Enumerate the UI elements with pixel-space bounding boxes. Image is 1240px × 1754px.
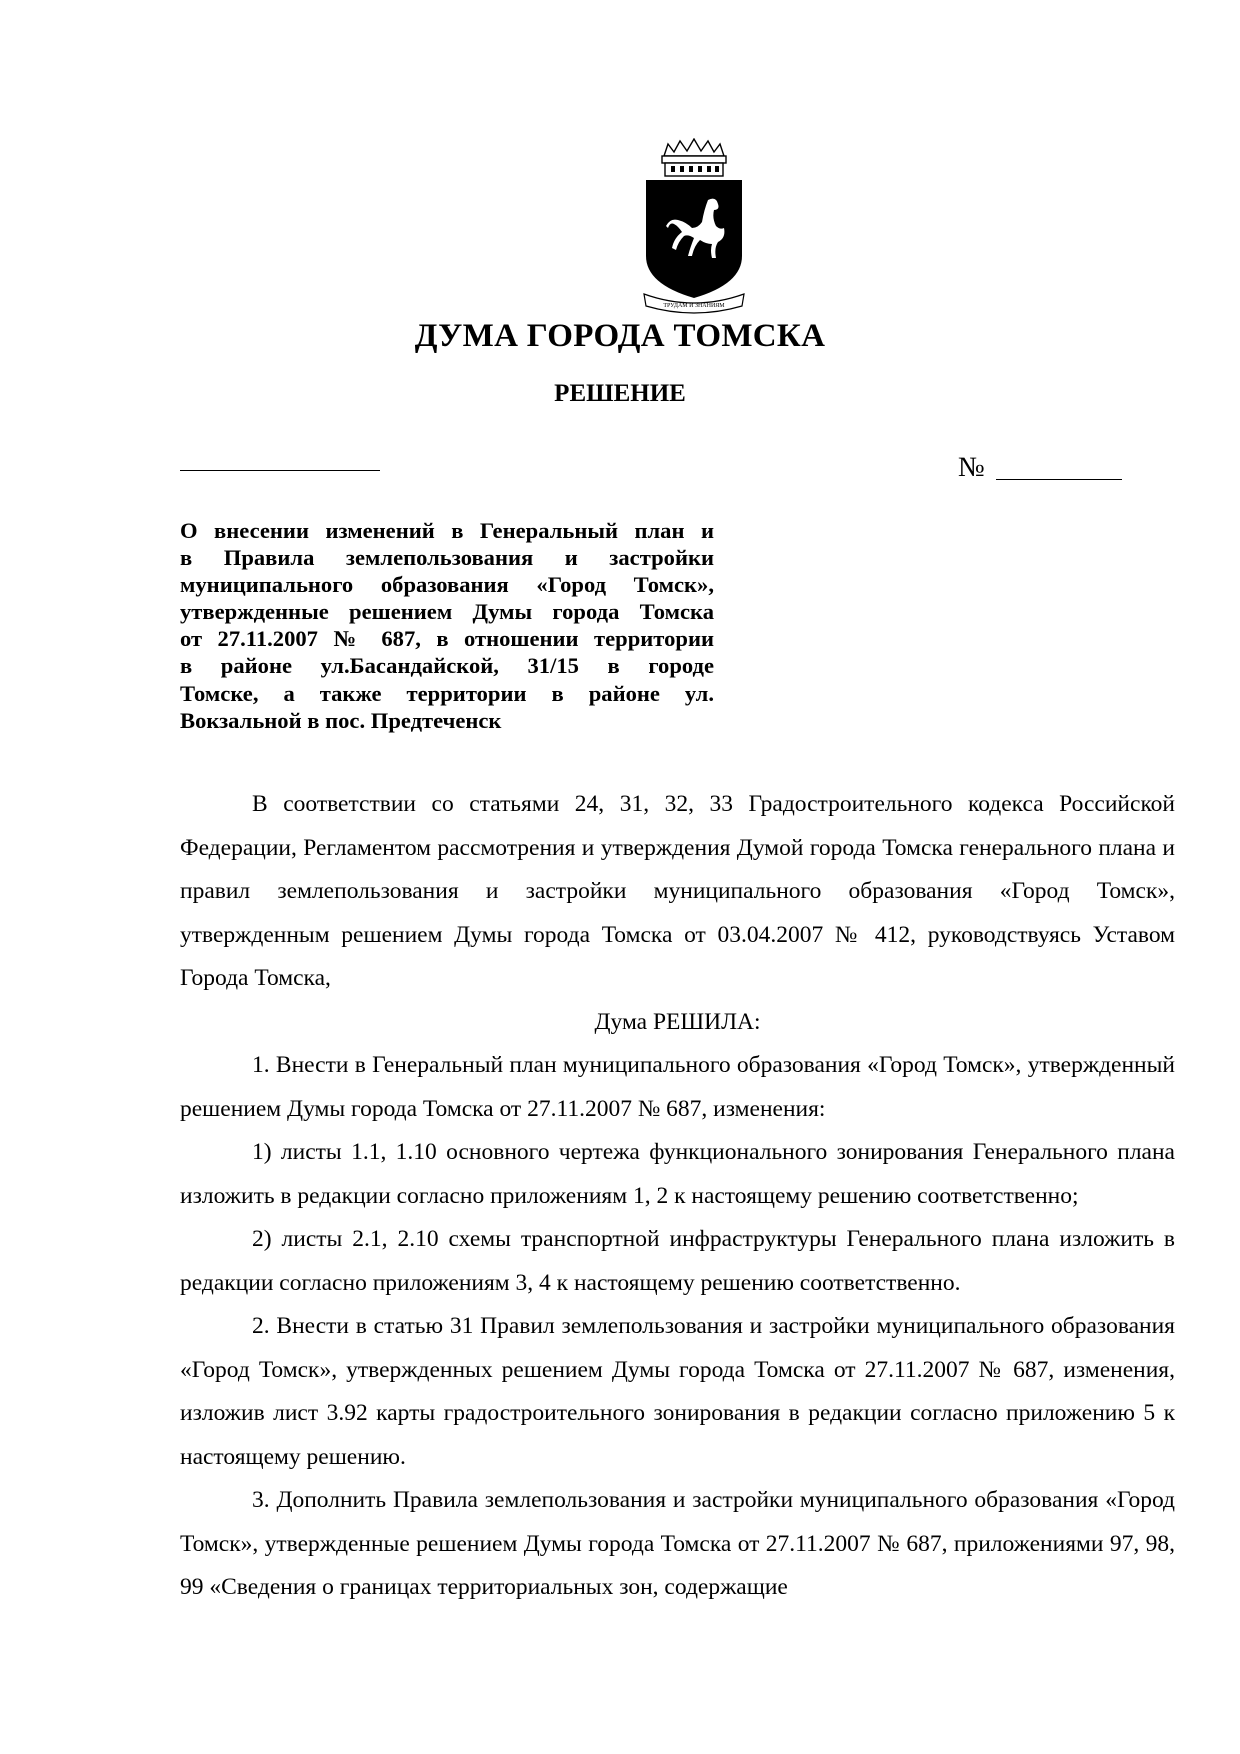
heading-line: Вокзальной в пос. Предтеченск: [180, 707, 502, 733]
item-2-paragraph: 2. Внести в статью 31 Правил землепользования и застройки муниципального образования «Город Томск», утвержденных решением Думы города Томска от 27.11.2007 № 687, изменения, изложив лист 3.92 карты градостроительного зонирования в редакции согласно приложению 5 к настоящему решению.: [180, 1313, 1175, 1470]
heading-line: утвержденные решением Думы города Томска: [180, 599, 714, 625]
item-3-paragraph: 3. Дополнить Правила землепользования и застройки муниципального образования «Город Томск», утвержденные решением Думы города Томска от 27.11.2007 № 687, приложениями 97, 98, 99 «Сведения о границах территориальных зон, содержащие: [180, 1487, 1175, 1600]
heading-line: от 27.11.2007 № 687, в отношении территории: [180, 626, 714, 652]
document-heading: [180, 517, 714, 734]
date-blank-line: [180, 470, 380, 471]
heading-line: в районе ул.Басандайской, 31/15 в городе: [180, 653, 714, 679]
tomsk-coat-of-arms-icon: [638, 138, 750, 316]
heading-line: О внесении изменений в Генеральный план и: [180, 518, 714, 543]
emblem-motto: ТРУДАМ И ЗНАНИЯМ: [663, 303, 725, 309]
document-type: РЕШЕНИЕ: [554, 380, 686, 407]
heading-line: в Правила землепользования и застройки: [180, 545, 714, 571]
number-sign: №: [958, 452, 985, 483]
number-blank-line: [996, 479, 1122, 480]
item-1-2-paragraph: 2) листы 2.1, 2.10 схемы транспортной инфраструктуры Генерального плана изложить в редакции согласно приложениям 3, 4 к настоящему решению соответственно.: [180, 1226, 1175, 1296]
resolved-line: Дума РЕШИЛА:: [594, 1008, 761, 1035]
heading-line: Томске, а также территории в районе ул.: [180, 680, 714, 706]
item-1-paragraph: 1. Внести в Генеральный план муниципального образования «Город Томск», утвержденный решением Думы города Томска от 27.11.2007 № 687, изменения:: [180, 1052, 1175, 1122]
document-body: [180, 783, 1175, 1610]
item-1-1-paragraph: 1) листы 1.1, 1.10 основного чертежа функционального зонирования Генерального плана изложить в редакции согласно приложениям 1, 2 к настоящему решению соответственно;: [180, 1139, 1175, 1209]
heading-line: муниципального образования «Город Томск»,: [180, 572, 714, 598]
org-title: ДУМА ГОРОДА ТОМСКА: [414, 318, 826, 354]
preamble-paragraph: В соответствии со статьями 24, 31, 32, 33 Градостроительного кодекса Российской Федерации, Регламентом рассмотрения и утверждения Думой города Томска генерального плана и правил землепользования и застройки муниципального образования «Город Томск», утвержденным решением Думы города Томска от 03.04.2007 № 412, руководствуясь Уставом Города Томска,: [180, 791, 1175, 991]
